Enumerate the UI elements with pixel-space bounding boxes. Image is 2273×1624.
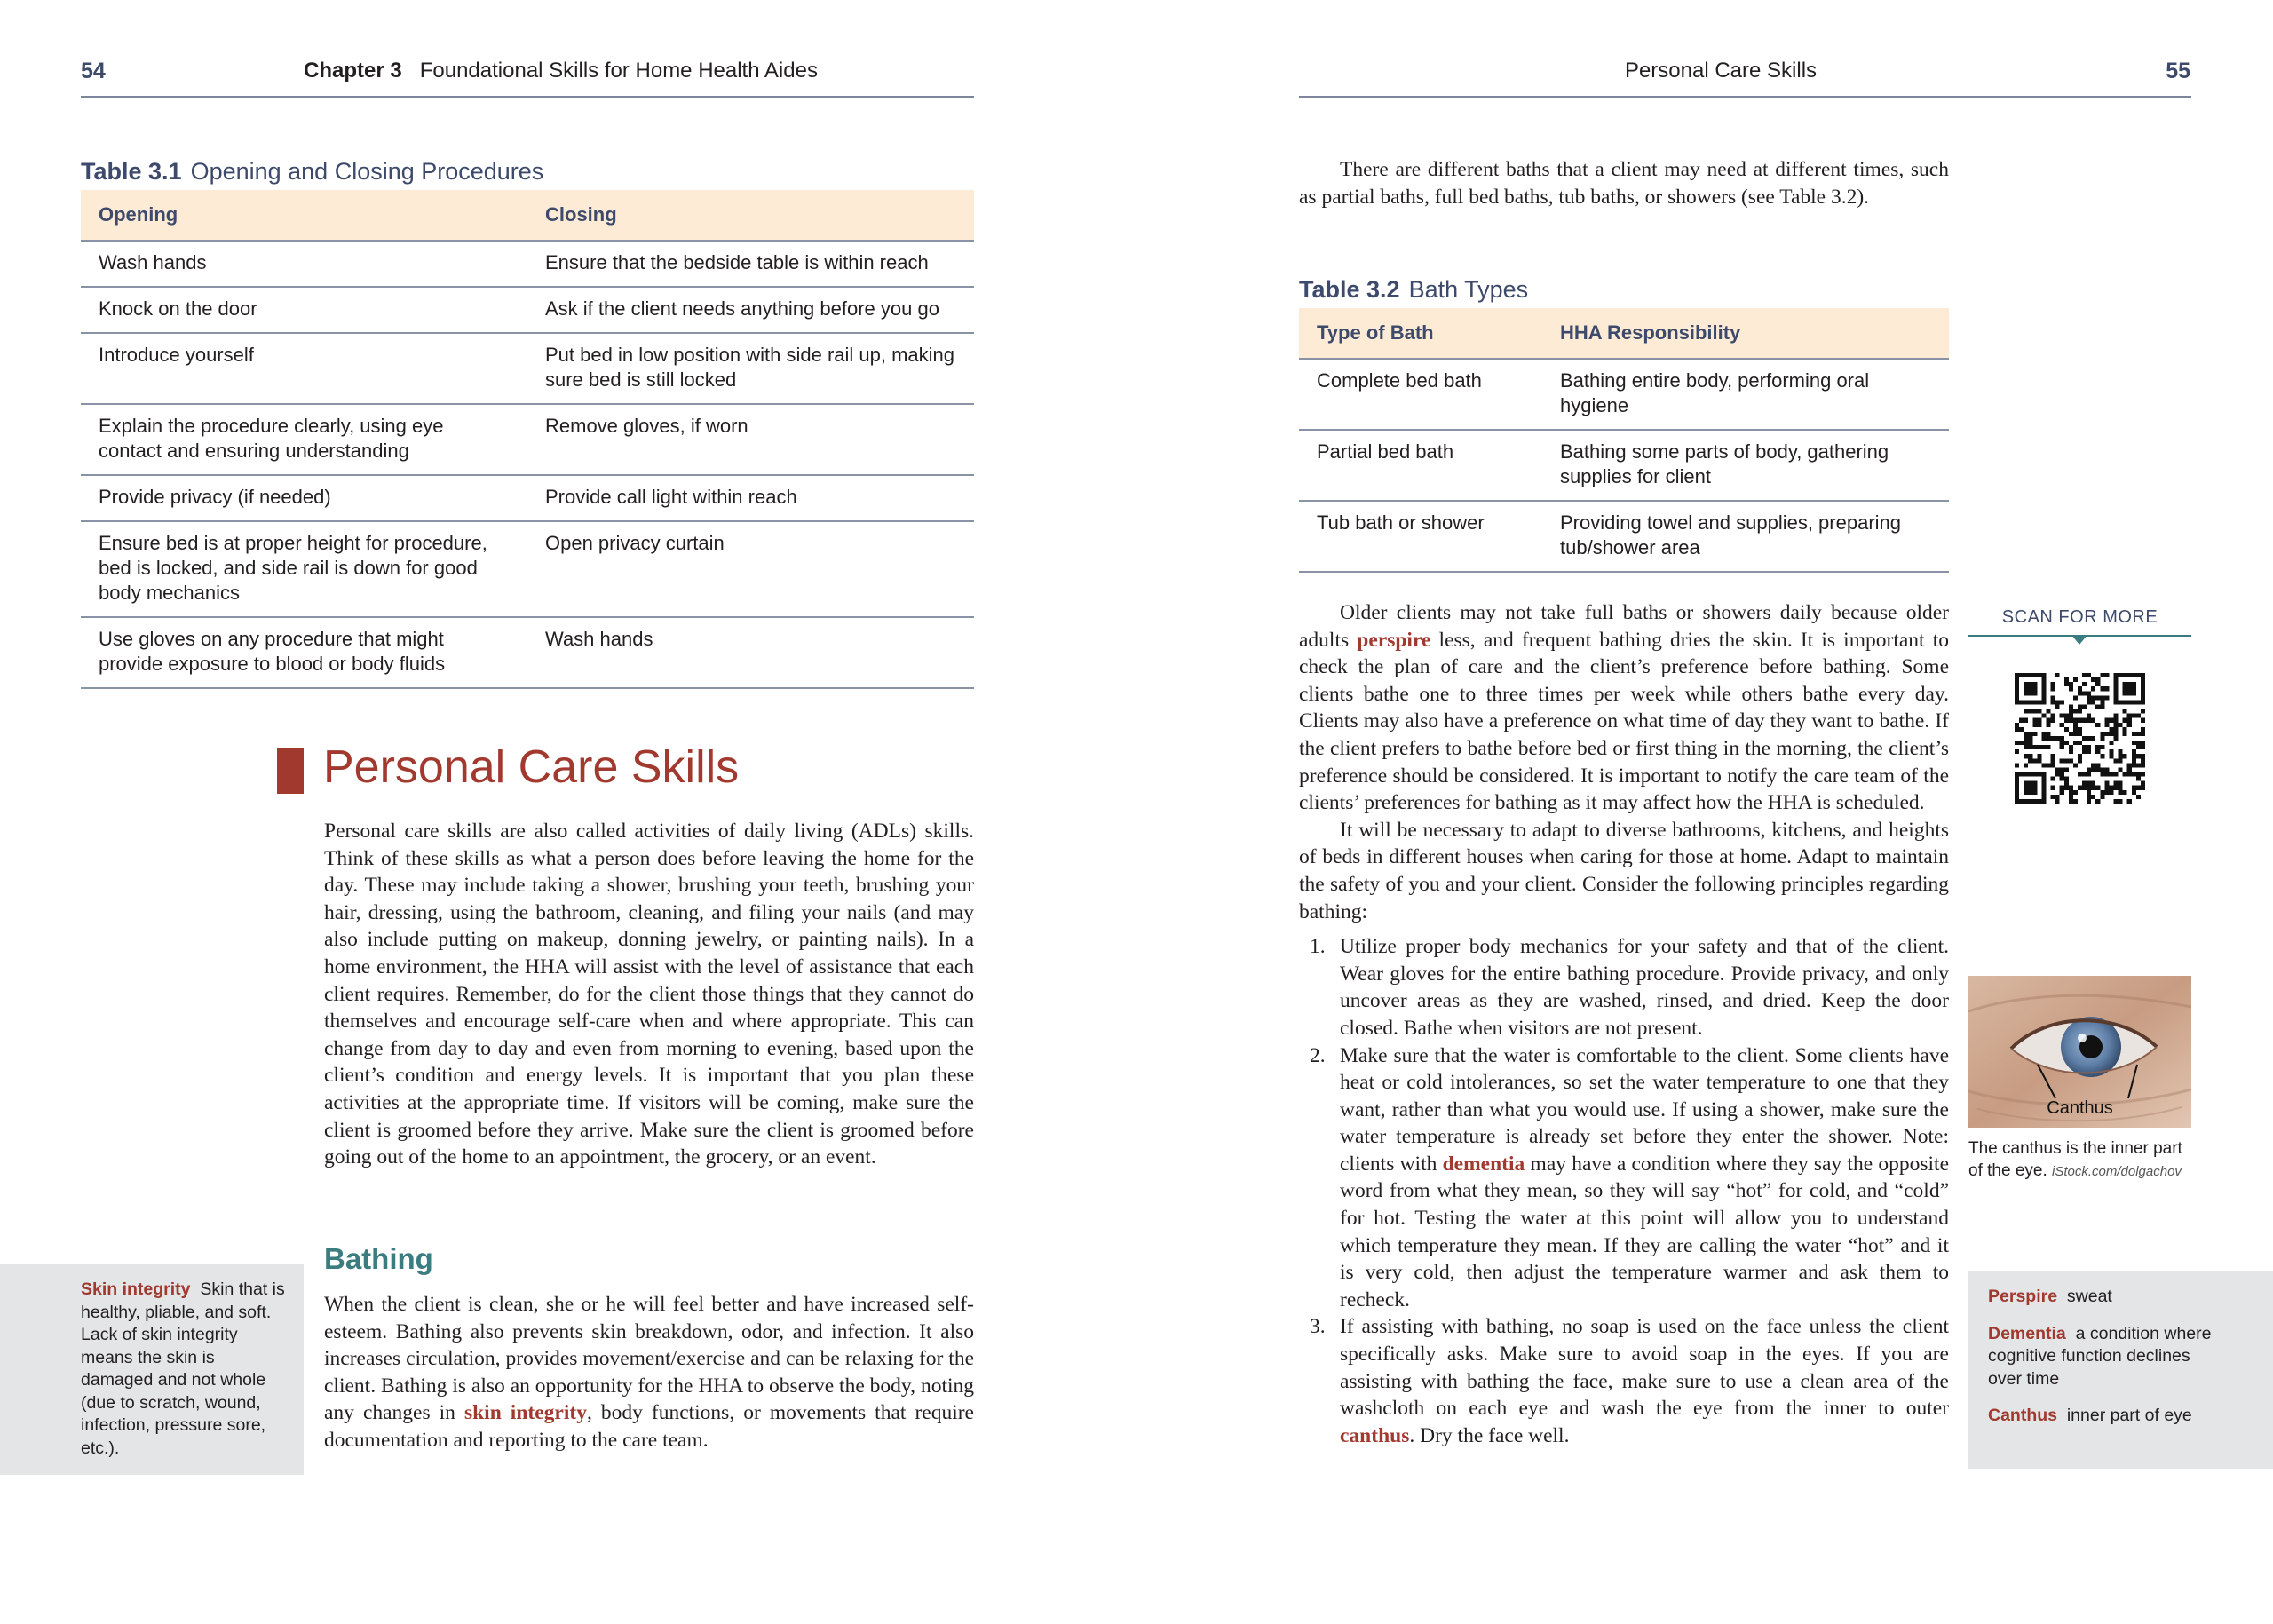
table-header-cell: Closing xyxy=(527,190,974,241)
table-header-cell: HHA Responsibility xyxy=(1542,308,1949,359)
table-cell: Bathing entire body, performing oral hygiene xyxy=(1542,359,1949,430)
table-cell: Complete bed bath xyxy=(1299,359,1542,430)
table-row xyxy=(81,521,974,617)
keyword-dementia: dementia xyxy=(1442,1152,1525,1176)
table-cell: Knock on the door xyxy=(81,287,527,333)
table-row xyxy=(81,333,974,404)
table-3-1-caption xyxy=(81,158,543,186)
table-opening-closing xyxy=(81,190,974,689)
left-running-head xyxy=(304,59,818,83)
left-page-number: 54 xyxy=(81,59,106,83)
glossary-definition: Skin that is healthy, pliable, and soft. Lack of skin integrity means the skin is damaged and not whole (due to scratch, wound, infection, pressure sore, etc.). xyxy=(81,1279,285,1458)
list-item: 2. Make sure that the water is comfortable to the client. Some clients have heat or cold intolerances, so set the water temperature to one that they want, rather than what you would use. If using a shower, make sure the water temperature is already set before they enter the shower. Note: clients with dementia may have a condition where they say the opposite word from what they mean, so they will say “hot” for cold, and “cold” for hot. Testing the water at this point will allow you to understand which temperature they mean. If they are calling the water “hot” and it is very cold, then adjust the temperature warmer and ask them to recheck. xyxy=(1310,1043,1949,1311)
table-cell: Wash hands xyxy=(527,617,974,688)
table-cell: Use gloves on any procedure that might provide exposure to blood or body fluids xyxy=(81,617,527,688)
photo-caption: The canthus is the inner part of the eye. iStock.com/dolgachov xyxy=(1968,1139,2182,1180)
right-page-number: 55 xyxy=(2166,59,2190,83)
list-item: 3. If assisting with bathing, no soap is used on the face unless the client specifically asks. Make sure to avoid soap in the eyes. If you are assisting with bathing the face, make sure to use a clean area of the washcloth on each eye and wash the eye from the inner to outer canthus. Dry the face well. xyxy=(1310,1315,1949,1447)
table-row xyxy=(1299,430,1949,501)
glossary-sidebar-left xyxy=(0,1264,304,1475)
glossary-entry xyxy=(1988,1323,2220,1391)
glossary-definition: sweat xyxy=(2066,1287,2112,1306)
table-cell: Provide privacy (if needed) xyxy=(81,475,527,521)
table-row xyxy=(1299,501,1949,572)
chapter-label: Chapter 3 xyxy=(304,59,402,83)
bathing-principles-list xyxy=(1299,933,1949,1449)
photo-label: Canthus xyxy=(2047,1098,2113,1118)
right-body-text xyxy=(1299,599,1949,1449)
table-row xyxy=(81,241,974,287)
table-cell: Providing towel and supplies, preparing tub/shower area xyxy=(1542,501,1949,572)
scan-pointer-icon xyxy=(2071,635,2087,646)
table-label: Table 3.1 xyxy=(81,158,182,185)
qr-code-icon[interactable] xyxy=(2015,673,2145,804)
adapt-paragraph: It will be necessary to adapt to diverse bathrooms, kitchens, and heights of beds in different houses when caring for those at home. Adapt to maintain the safety of you and your client. Consider the following principles regarding bathing: xyxy=(1299,818,1949,923)
table-cell: Introduce yourself xyxy=(81,333,527,404)
table-header-row xyxy=(81,190,974,241)
glossary-definition: inner part of eye xyxy=(2066,1406,2192,1425)
glossary-term: Skin integrity xyxy=(81,1279,191,1299)
table-cell: Ensure that the bedside table is within reach xyxy=(527,241,974,287)
section-marker-bar xyxy=(277,748,304,794)
glossary-entry xyxy=(1988,1405,2220,1428)
right-running-head: Personal Care Skills xyxy=(1624,59,1818,83)
scan-for-more-label: SCAN FOR MORE xyxy=(2001,607,2158,627)
table-row xyxy=(81,475,974,521)
table-row xyxy=(81,404,974,475)
older-clients-paragraph: Older clients may not take full baths or showers daily because older adults perspire less, and frequent bathing dries the skin. It is important to check the plan of care and the client’s preference before bathing. Some clients bathe one to three times per week while others bathe every day. Clients may also have a preference on what time of day they want to bathe. If the client prefers to bathe before bed or first thing in the morning, the client’s preference should be considered. It is important to notify the care team of the clients’ preferences for bathing as it may affect how the HHA is scheduled. xyxy=(1299,601,1949,815)
table-cell: Open privacy curtain xyxy=(527,521,974,617)
table-cell: Partial bed bath xyxy=(1299,430,1542,501)
table-title: Bath Types xyxy=(1408,276,1529,303)
table-row xyxy=(81,287,974,333)
bathing-paragraph: When the client is clean, she or he will feel better and have increased self-esteem. Bathing also prevents skin breakdown, odor, and infection. It also increases circulation, provides movement/exercise and can be relaxing for the client. Bathing is also an opportunity for the HHA to observe the body, noting any changes in skin integrity, body functions, or movements that require documentation and reporting to the care team. xyxy=(324,1293,974,1452)
keyword-canthus: canthus xyxy=(1340,1423,1410,1447)
table-cell: Ensure bed is at proper height for procedure, bed is locked, and side rail is down for good body mechanics xyxy=(81,521,527,617)
glossary-sidebar-right xyxy=(1968,1271,2273,1469)
glossary-term: Dementia xyxy=(1988,1323,2066,1343)
table-cell: Put bed in low position with side rail up, making sure bed is still locked xyxy=(527,333,974,404)
keyword-perspire: perspire xyxy=(1357,628,1431,652)
table-3-2-caption xyxy=(1299,276,1528,304)
table-header-cell: Type of Bath xyxy=(1299,308,1542,359)
section-title: Personal Care Skills xyxy=(323,741,740,793)
intro-paragraph: There are different baths that a client may need at different times, such as partial baths, full bed baths, tub baths, or showers (see Table 3.2). xyxy=(1299,158,1949,209)
table-header-row xyxy=(1299,308,1949,359)
table-cell: Remove gloves, if worn xyxy=(527,404,974,475)
table-bath-types xyxy=(1299,308,1949,573)
glossary-entry xyxy=(81,1279,286,1460)
table-cell: Wash hands xyxy=(81,241,527,287)
right-header-rule xyxy=(1299,96,2191,98)
table-header-cell: Opening xyxy=(81,190,527,241)
chapter-title: Foundational Skills for Home Health Aides xyxy=(419,59,818,83)
personal-care-paragraph: Personal care skills are also called activities of daily living (ADLs) skills. Think of these skills as what a person does before leaving the home for the day. These may include taking a shower, brushing your teeth, brushing your hair, dressing, using the bathroom, cleaning, and filing your nails (and may also include putting on makeup, donning jewelry, or painting nails). In a home environment, the HHA will assist with the level of assistance that each client requires. Remember, do for the client those things that they cannot do themselves and encourage self-care when and where appropriate. This can change from day to day and even from morning to evening, based upon the client’s condition and energy levels. It is important that you plan these activities at the appropriate time. If visitors will be coming, make sure the client is groomed before they arrive. Make sure the client is groomed before going out of the home to an appointment, the grocery, or an event. xyxy=(324,820,974,1169)
left-header-rule xyxy=(81,96,974,98)
glossary-term: Canthus xyxy=(1988,1406,2057,1425)
keyword-skin-integrity: skin integrity xyxy=(463,1401,587,1425)
table-cell: Ask if the client needs anything before you go xyxy=(527,287,974,333)
table-cell: Bathing some parts of body, gathering supplies for client xyxy=(1542,430,1949,501)
canthus-photo xyxy=(1968,976,2191,1128)
table-label: Table 3.2 xyxy=(1299,276,1400,303)
glossary-entry xyxy=(1988,1286,2220,1309)
subsection-title-bathing: Bathing xyxy=(324,1242,433,1275)
table-row xyxy=(81,617,974,688)
table-cell: Explain the procedure clearly, using eye contact and ensuring understanding xyxy=(81,404,527,475)
glossary-term: Perspire xyxy=(1988,1287,2058,1306)
table-cell: Tub bath or shower xyxy=(1299,501,1542,572)
list-item: 1. Utilize proper body mechanics for your safety and that of the client. Wear gloves for the entire bathing procedure. Provide privacy, and only uncover areas as they are washed, rinsed, and dried. Keep the door closed. Bathe when visitors are not present. xyxy=(1310,935,1949,1040)
table-title: Opening and Closing Procedures xyxy=(190,158,544,185)
table-row xyxy=(1299,359,1949,430)
photo-credit: iStock.com/dolgachov xyxy=(2052,1164,2182,1179)
glossary-definition: a condition where cognitive function declines over time xyxy=(1988,1323,2212,1389)
table-cell: Provide call light within reach xyxy=(527,475,974,521)
